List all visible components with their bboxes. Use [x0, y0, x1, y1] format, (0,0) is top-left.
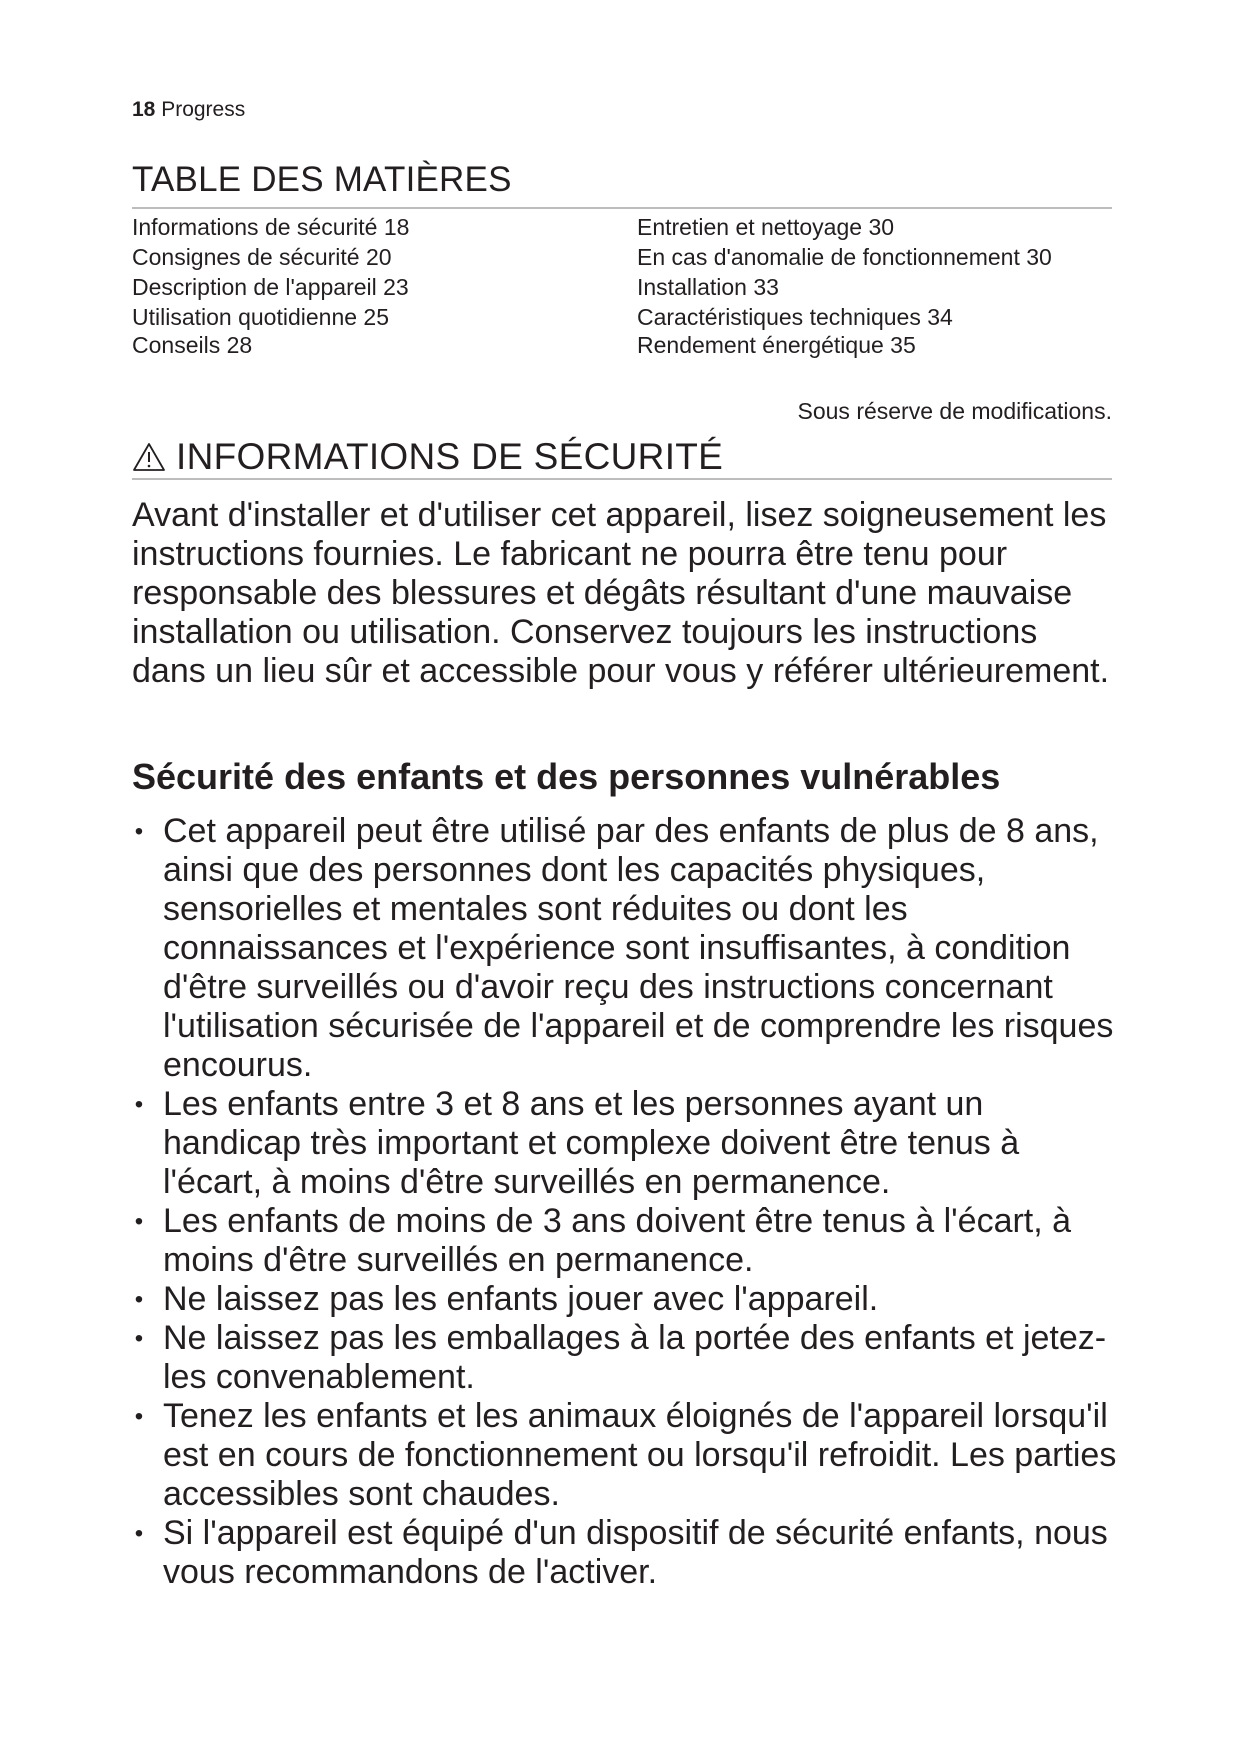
list-item	[132, 812, 1122, 1085]
list-item	[132, 1319, 1122, 1397]
page-number: 18	[132, 98, 156, 121]
toc-entry: Utilisation quotidienne 25	[132, 304, 390, 330]
toc-entry: Informations de sécurité 18	[132, 214, 410, 240]
list-item	[132, 1397, 1122, 1514]
toc-right-column	[637, 212, 1052, 360]
warning-triangle-icon	[132, 442, 166, 472]
list-item	[132, 1514, 1122, 1592]
child-safety-heading: Sécurité des enfants et des personnes vulnérables	[132, 756, 1001, 797]
list-item-text: Si l'appareil est équipé d'un dispositif de sécurité enfants, nous vous recommandons de l'activer.	[163, 1514, 1108, 1591]
toc-title: TABLE DES MATIÈRES	[132, 160, 512, 199]
toc-entry: Description de l'appareil 23	[132, 274, 409, 300]
toc-left-column	[132, 212, 409, 360]
running-head	[132, 97, 245, 123]
bullet-point: •	[134, 1520, 144, 1547]
list-item-text: Les enfants entre 3 et 8 ans et les personnes ayant un handicap très important et complexe doivent être tenus à l'écart, à moins d'être surveillés en permanence.	[163, 1085, 1020, 1201]
bullet-point: •	[134, 818, 144, 845]
section-divider	[132, 478, 1112, 480]
bullet-point: •	[134, 1208, 144, 1235]
list-item-text: Les enfants de moins de 3 ans doivent être tenus à l'écart, à moins d'être surveillés en permanence.	[163, 1202, 1072, 1279]
bullet-point: •	[134, 1286, 144, 1313]
safety-section-heading	[132, 436, 723, 478]
brand-name: Progress	[161, 98, 246, 121]
list-item-text: Cet appareil peut être utilisé par des enfants de plus de 8 ans, ainsi que des personnes dont les capacités physiques, sensorielles et mentales sont réduites ou dont les connaissances et l'expérience sont insuffisantes, à condition d'être surveillés ou d'avoir reçu des instructions concernant l'utilisation sécurisée de l'appareil et de comprendre les risques encourus.	[163, 812, 1114, 1084]
toc-entry: Caractéristiques techniques 34	[637, 304, 953, 330]
toc-entry: En cas d'anomalie de fonctionnement 30	[637, 244, 1052, 270]
bullet-point: •	[134, 1403, 144, 1430]
toc-entry: Rendement énergétique 35	[637, 332, 916, 358]
bullet-point: •	[134, 1091, 144, 1118]
bullet-point: •	[134, 1325, 144, 1352]
list-item	[132, 1085, 1122, 1202]
list-item-text: Tenez les enfants et les animaux éloignés de l'appareil lorsqu'il est en cours de fonctionnement ou lorsqu'il refroidit. Les parties accessibles sont chaudes.	[163, 1397, 1117, 1513]
toc-entry: Conseils 28	[132, 332, 253, 358]
toc-entry: Entretien et nettoyage 30	[637, 214, 895, 240]
child-safety-list	[132, 812, 1122, 1592]
toc-entry: Consignes de sécurité 20	[132, 244, 392, 270]
list-item-text: Ne laissez pas les emballages à la portée des enfants et jetez-les convenablement.	[163, 1319, 1107, 1396]
toc-entry: Installation 33	[637, 274, 779, 300]
list-item-text: Ne laissez pas les enfants jouer avec l'appareil.	[163, 1280, 879, 1318]
toc-divider	[132, 207, 1112, 209]
subject-to-change-note: Sous réserve de modifications.	[797, 398, 1112, 424]
list-item	[132, 1202, 1122, 1280]
safety-intro-paragraph: Avant d'installer et d'utiliser cet appareil, lisez soigneusement les instructions fournies. Le fabricant ne pourra être tenu pour responsable des blessures et dégâts résultant d'une mauvaise installation ou utilisation. Conservez toujours les instructions dans un lieu sûr et accessible pour vous y référer ultérieurement.	[132, 496, 1110, 690]
list-item	[132, 1280, 1122, 1319]
safety-section-title: INFORMATIONS DE SÉCURITÉ	[176, 436, 724, 477]
